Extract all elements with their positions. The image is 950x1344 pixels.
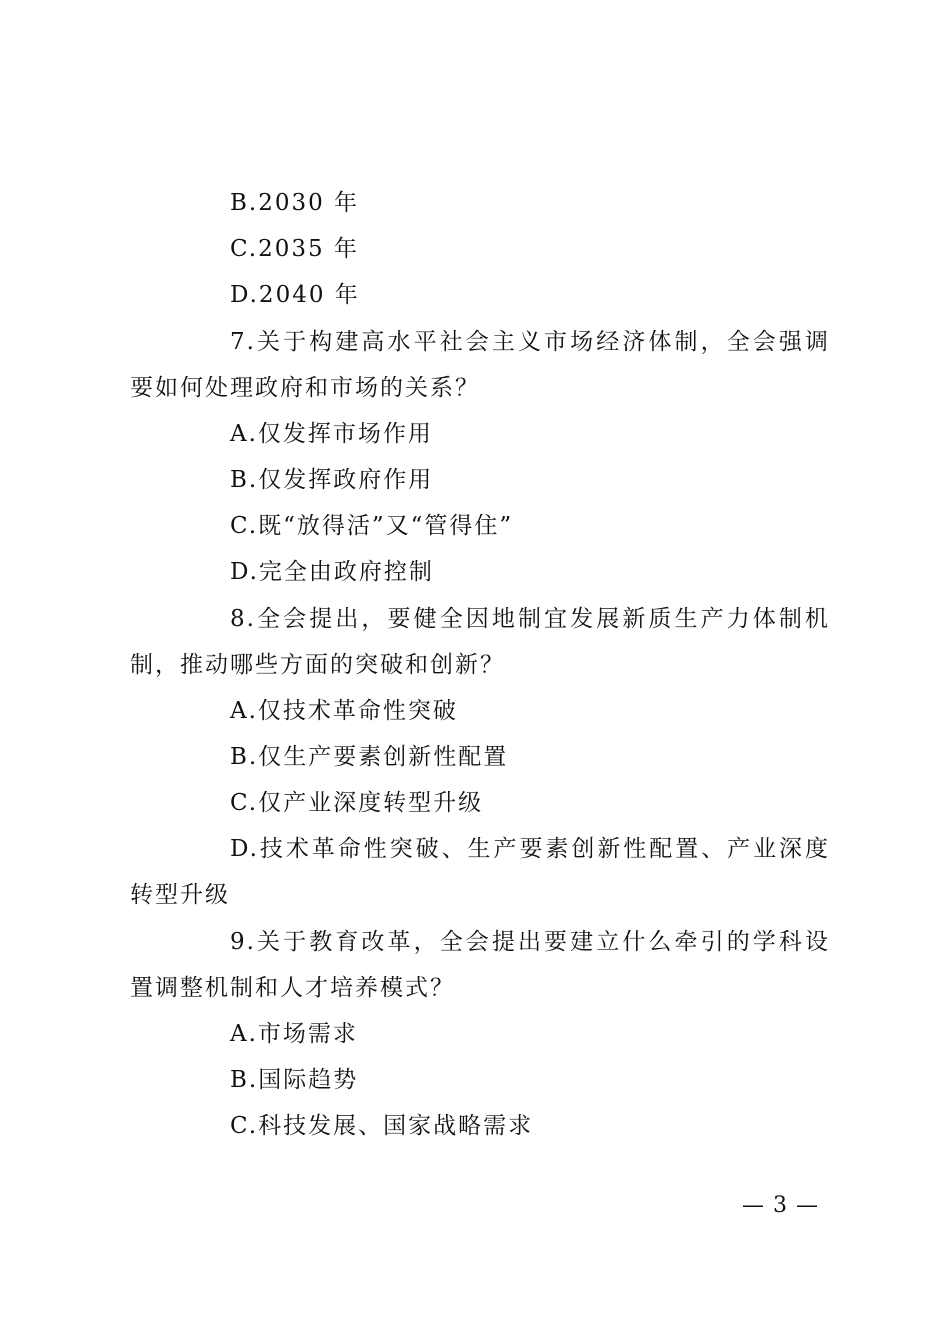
option-c-q9: C.科技发展、国家战略需求 <box>230 1113 534 1139</box>
option-d-q7: D.完全由政府控制 <box>230 559 434 585</box>
option-d-q8-line-1: D.技术革命性突破、生产要素创新性配置、产业深度 <box>230 836 830 862</box>
option-a-q9: A.市场需求 <box>230 1021 358 1047</box>
question-7-line-2: 要如何处理政府和市场的关系？ <box>130 375 480 401</box>
option-a-q8: A.仅技术革命性突破 <box>230 698 458 724</box>
option-a-q7: A.仅发挥市场作用 <box>230 421 433 447</box>
question-8-line-2: 制，推动哪些方面的突破和创新？ <box>130 652 505 678</box>
question-9-line-1: 9.关于教育改革，全会提出要建立什么牵引的学科设 <box>230 929 830 955</box>
option-b-q7: B.仅发挥政府作用 <box>230 467 434 493</box>
question-7-line-1: 7.关于构建高水平社会主义市场经济体制，全会强调 <box>230 329 830 355</box>
option-b-q8: B.仅生产要素创新性配置 <box>230 744 509 770</box>
option-b-q9: B.国际趋势 <box>230 1067 359 1093</box>
option-c-q7: C.既“放得活”又“管得住” <box>230 513 514 539</box>
question-8-line-1: 8.全会提出，要健全因地制宜发展新质生产力体制机 <box>230 606 830 632</box>
option-d-q8-line-2: 转型升级 <box>130 882 230 908</box>
page-number: — 3 — <box>742 1193 819 1218</box>
option-d-q6: D.2040 年 <box>230 282 360 308</box>
question-9-line-2: 置调整机制和人才培养模式？ <box>130 975 455 1001</box>
option-c-q8: C.仅产业深度转型升级 <box>230 790 484 816</box>
option-b-q6: B.2030 年 <box>230 190 360 216</box>
option-c-q6: C.2035 年 <box>230 236 359 262</box>
